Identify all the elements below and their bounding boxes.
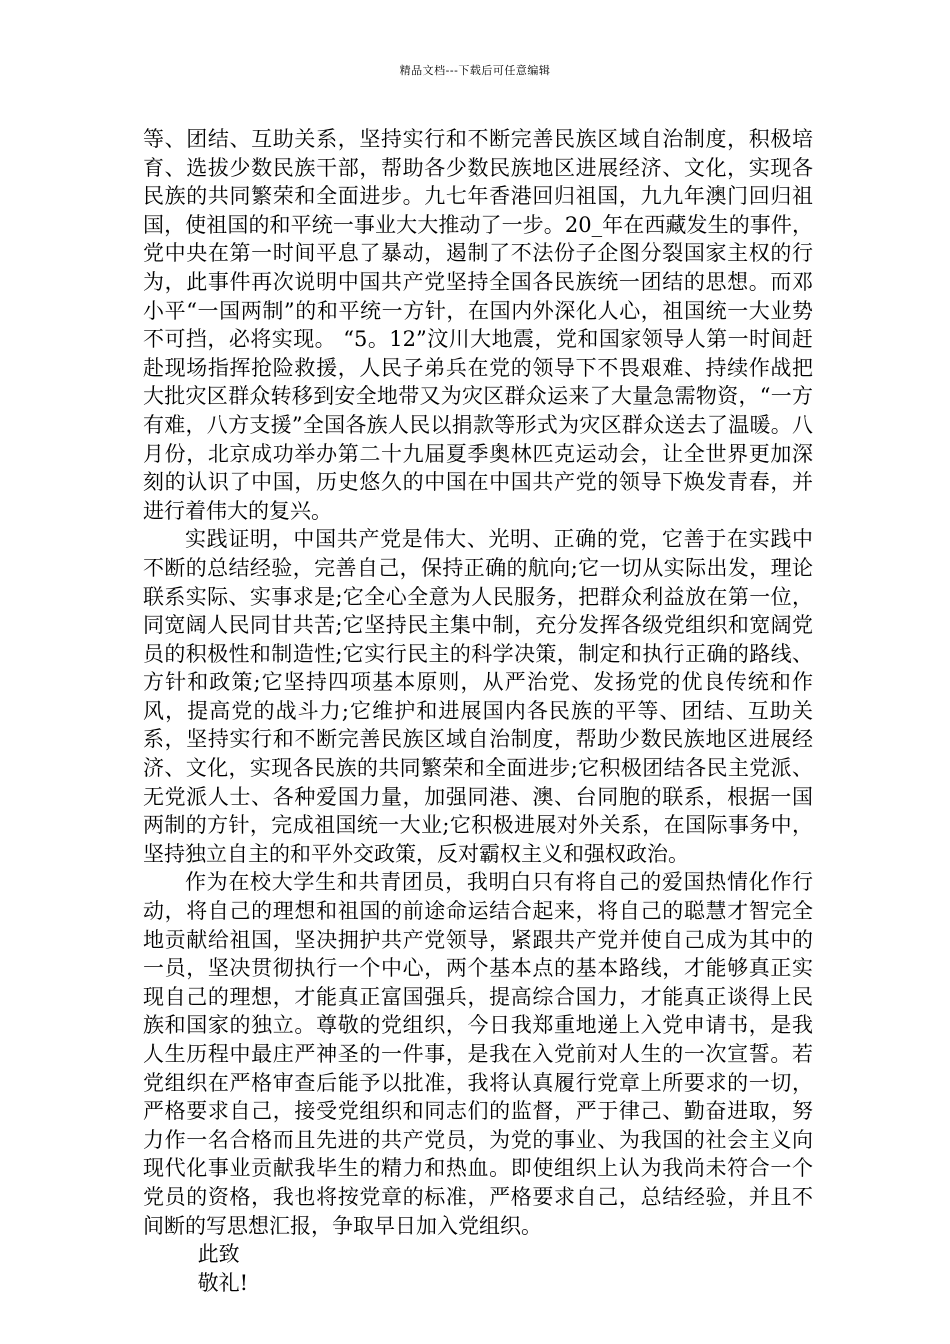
closing-salutation: 此致: [197, 1242, 240, 1267]
paragraph-continuation: 等、团结、互助关系，坚持实行和不断完善民族区域自治制度，积极培育、选拔少数民族干部，帮助各少数民族地区进展经济、文化，实现各民族的共同繁荣和全面进步。九七年香港回归祖国，九九年澳门回归祖国，使祖国的和平统一事业大大推动了一步。20_年在西藏发生的事件，党中央在第一时间平息了暴动，遏制了不法份子企图分裂国家主权的行为，此事件再次说明中国共产党坚持全国各民族统一团结的思想。而邓小平“一国两制”的和平统一方针，在国内外深化人心，祖国统一大业势不可挡，必将实现。 “5。12”汶川大地震，党和国家领导人第一时间赶赴现场指挥抢险救援，人民子弟兵在党的领导下不畏艰难、持续作战把大批灾区群众转移到安全地带又为灾区群众运来了大量急需物资，“一方有难，八方支援”全国各族人民以捐款等形式为灾区群众送去了温暖。八月份，北京成功举办第二十九届夏季奥林匹克运动会，让全世界更加深刻的认识了中国，历史悠久的中国在中国共产党的领导下焕发青春，并进行着伟大的复兴。: [143, 127, 813, 523]
paragraph-personal-pledge: 作为在校大学生和共青团员，我明白只有将自己的爱国热情化作行动，将自己的理想和祖国的前途命运结合起来，将自己的聪慧才智完全地贡献给祖国，坚决拥护共产党领导，紧跟共产党并使自己成为其中的一员，坚决贯彻执行一个中心，两个基本点的基本路线，才能够真正实现自己的理想，才能真正富国强兵，提高综合国力，才能真正谈得上民族和国家的独立。尊敬的党组织，今日我郑重地递上入党申请书，是我人生历程中最庄严神圣的一件事，是我在入党前对人生的一次宣誓。若党组织在严格审查后能予以批准，我将认真履行党章上所要求的一切，严格要求自己，接受党组织和同志们的监督，严于律己、勤奋进取，努力作一名合格而且先进的共产党员，为党的事业、为我国的社会主义向现代化事业贡献我毕生的精力和热血。即使组织上认为我尚未符合一个党员的资格，我也将按党章的标准，严格要求自己，总结经验，并且不间断的写思想汇报，争取早日加入党组织。: [143, 870, 813, 1238]
page-header: 精品文档---下载后可任意编辑: [399, 64, 551, 77]
paragraph-practice-proves: 实践证明，中国共产党是伟大、光明、正确的党，它善于在实践中不断的总结经验，完善自己，保持正确的航向;它一切从实际出发，理论联系实际、实事求是;它全心全意为人民服务，把群众利益放在第一位，同宽阔人民同甘共苦;它坚持民主集中制，充分发挥各级党组织和宽阔党员的积极性和制造性;它实行民主的科学决策，制定和执行正确的路线、方针和政策;它坚持四项基本原则，从严治党、发扬党的优良传统和作风，提高党的战斗力;它维护和进展国内各民族的平等、团结、互助关系，坚持实行和不断完善民族区域自治制度，帮助少数民族地区进展经济、文化，实现各民族的共同繁荣和全面进步;它积极团结各民主党派、无党派人士、各种爱国力量，加强同港、澳、台同胞的联系，根据一国两制的方针，完成祖国统一大业;它积极进展对外关系，在国际事务中，坚持独立自主的和平外交政策，反对霸权主义和强权政治。: [143, 527, 813, 866]
letter-body: [143, 125, 813, 1297]
closing-regards: 敬礼!: [197, 1270, 249, 1295]
